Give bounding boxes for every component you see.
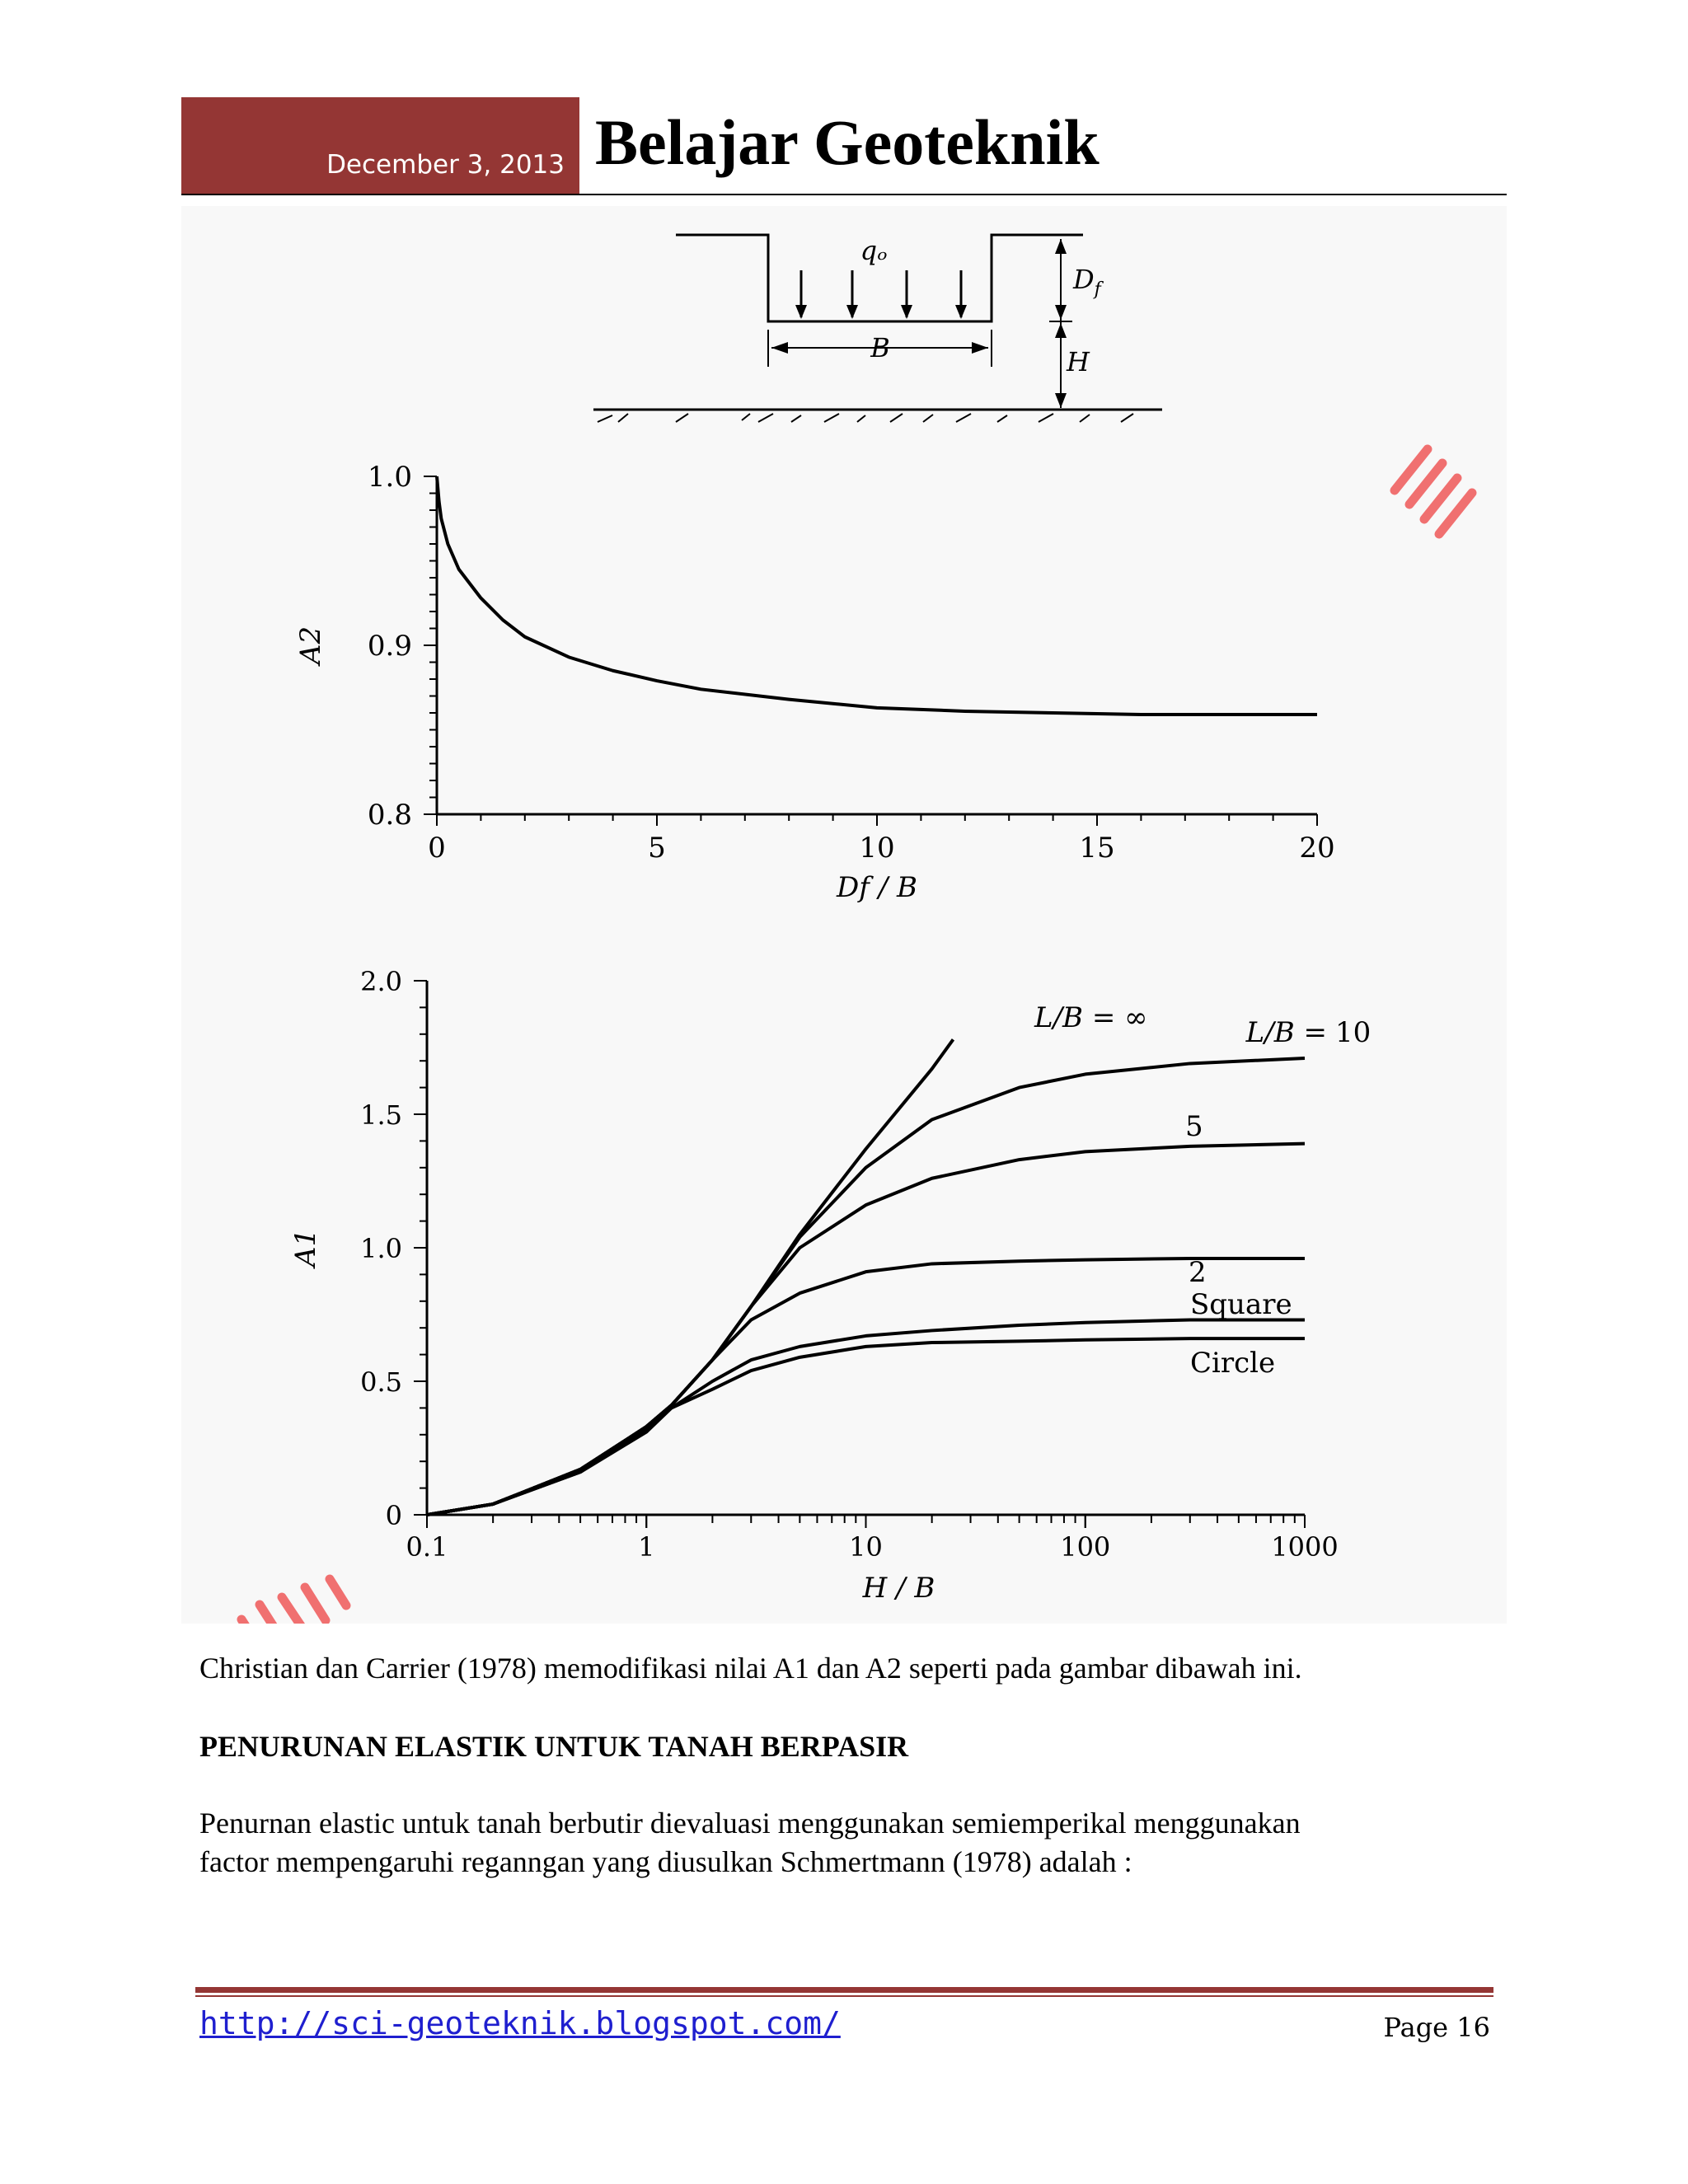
load-label: qₒ	[860, 235, 888, 266]
chart-a2	[294, 461, 1335, 904]
watermark-top	[1395, 449, 1472, 534]
footer-rule-thick	[195, 1987, 1493, 1993]
a1-x-tick-label: 1000	[1271, 1531, 1339, 1563]
figure-svg	[181, 206, 1507, 1624]
a1-series-line	[427, 1058, 1305, 1515]
a2-y-tick-label: 0.8	[367, 799, 412, 832]
a1-series-line	[427, 1144, 1305, 1515]
a1-series-label: 5	[1185, 1110, 1203, 1143]
a2-y-axis-label: A2	[294, 626, 327, 665]
a1-series-label: Circle	[1190, 1347, 1276, 1380]
width-label: B	[870, 332, 890, 363]
a1-series-label: Square	[1190, 1288, 1292, 1321]
a1-series-label-prefix: L/B =	[1245, 1016, 1327, 1049]
a1-y-tick-label: 0	[385, 1500, 402, 1531]
a2-x-tick-label: 10	[859, 832, 895, 865]
layer-label: H	[1067, 346, 1090, 377]
paragraph-intro: Christian dan Carrier (1978) memodifikasi nilai A1 dan A2 seperti pada gambar dibawah ini.	[199, 1652, 1302, 1685]
a2-series-line	[437, 476, 1317, 715]
header-date-box	[181, 97, 579, 194]
a1-series-label: 2	[1189, 1256, 1207, 1289]
paragraph-line-1: Penurnan elastic untuk tanah berbutir dievaluasi menggunakan semiemperikal menggunakan	[199, 1807, 1301, 1840]
a1-series-line	[427, 1039, 953, 1515]
a1-series-line	[427, 1338, 1305, 1515]
figure-scan	[181, 206, 1507, 1624]
a2-x-tick-label: 20	[1299, 832, 1335, 865]
header-date: December 3, 2013	[326, 150, 565, 180]
rigid-layer-hatch	[598, 414, 1133, 422]
a2-x-tick-label: 0	[428, 832, 446, 865]
a1-series-line	[427, 1258, 1305, 1515]
a1-x-tick-label: 1	[638, 1531, 655, 1563]
page-number: Page 16	[1383, 2012, 1490, 2043]
a1-x-axis-label: H / B	[862, 1572, 935, 1605]
a1-y-tick-label: 1.5	[360, 1099, 402, 1131]
footer-rule-thin	[195, 1995, 1493, 1997]
section-heading: PENURUNAN ELASTIK UNTUK TANAH BERPASIR	[199, 1730, 909, 1763]
paragraph-line-2: factor mempengaruhi reganngan yang diusulkan Schmertmann (1978) adalah :	[199, 1845, 1132, 1878]
a1-y-tick-label: 0.5	[360, 1366, 402, 1398]
watermark-bottom	[223, 1579, 346, 1624]
a1-series-label: L/B = ∞	[1034, 1001, 1148, 1034]
a1-x-tick-label: 10	[849, 1531, 883, 1563]
a1-series-line	[427, 1319, 1305, 1515]
a1-x-tick-label: 0.1	[406, 1531, 448, 1563]
chart-a1	[289, 966, 1371, 1605]
a1-y-tick-label: 1.0	[360, 1233, 402, 1264]
a1-series-label: 10	[1335, 1016, 1372, 1049]
footer-link[interactable]: http://sci-geoteknik.blogspot.com/	[199, 2005, 841, 2041]
a2-x-tick-label: 5	[648, 832, 666, 865]
a1-y-tick-label: 2.0	[360, 966, 402, 997]
a2-y-tick-label: 1.0	[367, 461, 412, 494]
a2-x-tick-label: 15	[1079, 832, 1115, 865]
a1-y-axis-label: A1	[289, 1228, 322, 1268]
a1-x-tick-label: 100	[1060, 1531, 1111, 1563]
header-divider	[181, 194, 1507, 195]
a2-y-tick-label: 0.9	[367, 630, 412, 663]
page-title: Belajar Geoteknik	[595, 106, 1100, 178]
a2-x-axis-label: Df / B	[837, 871, 917, 904]
depth-label: $D_f$	[1073, 264, 1101, 300]
